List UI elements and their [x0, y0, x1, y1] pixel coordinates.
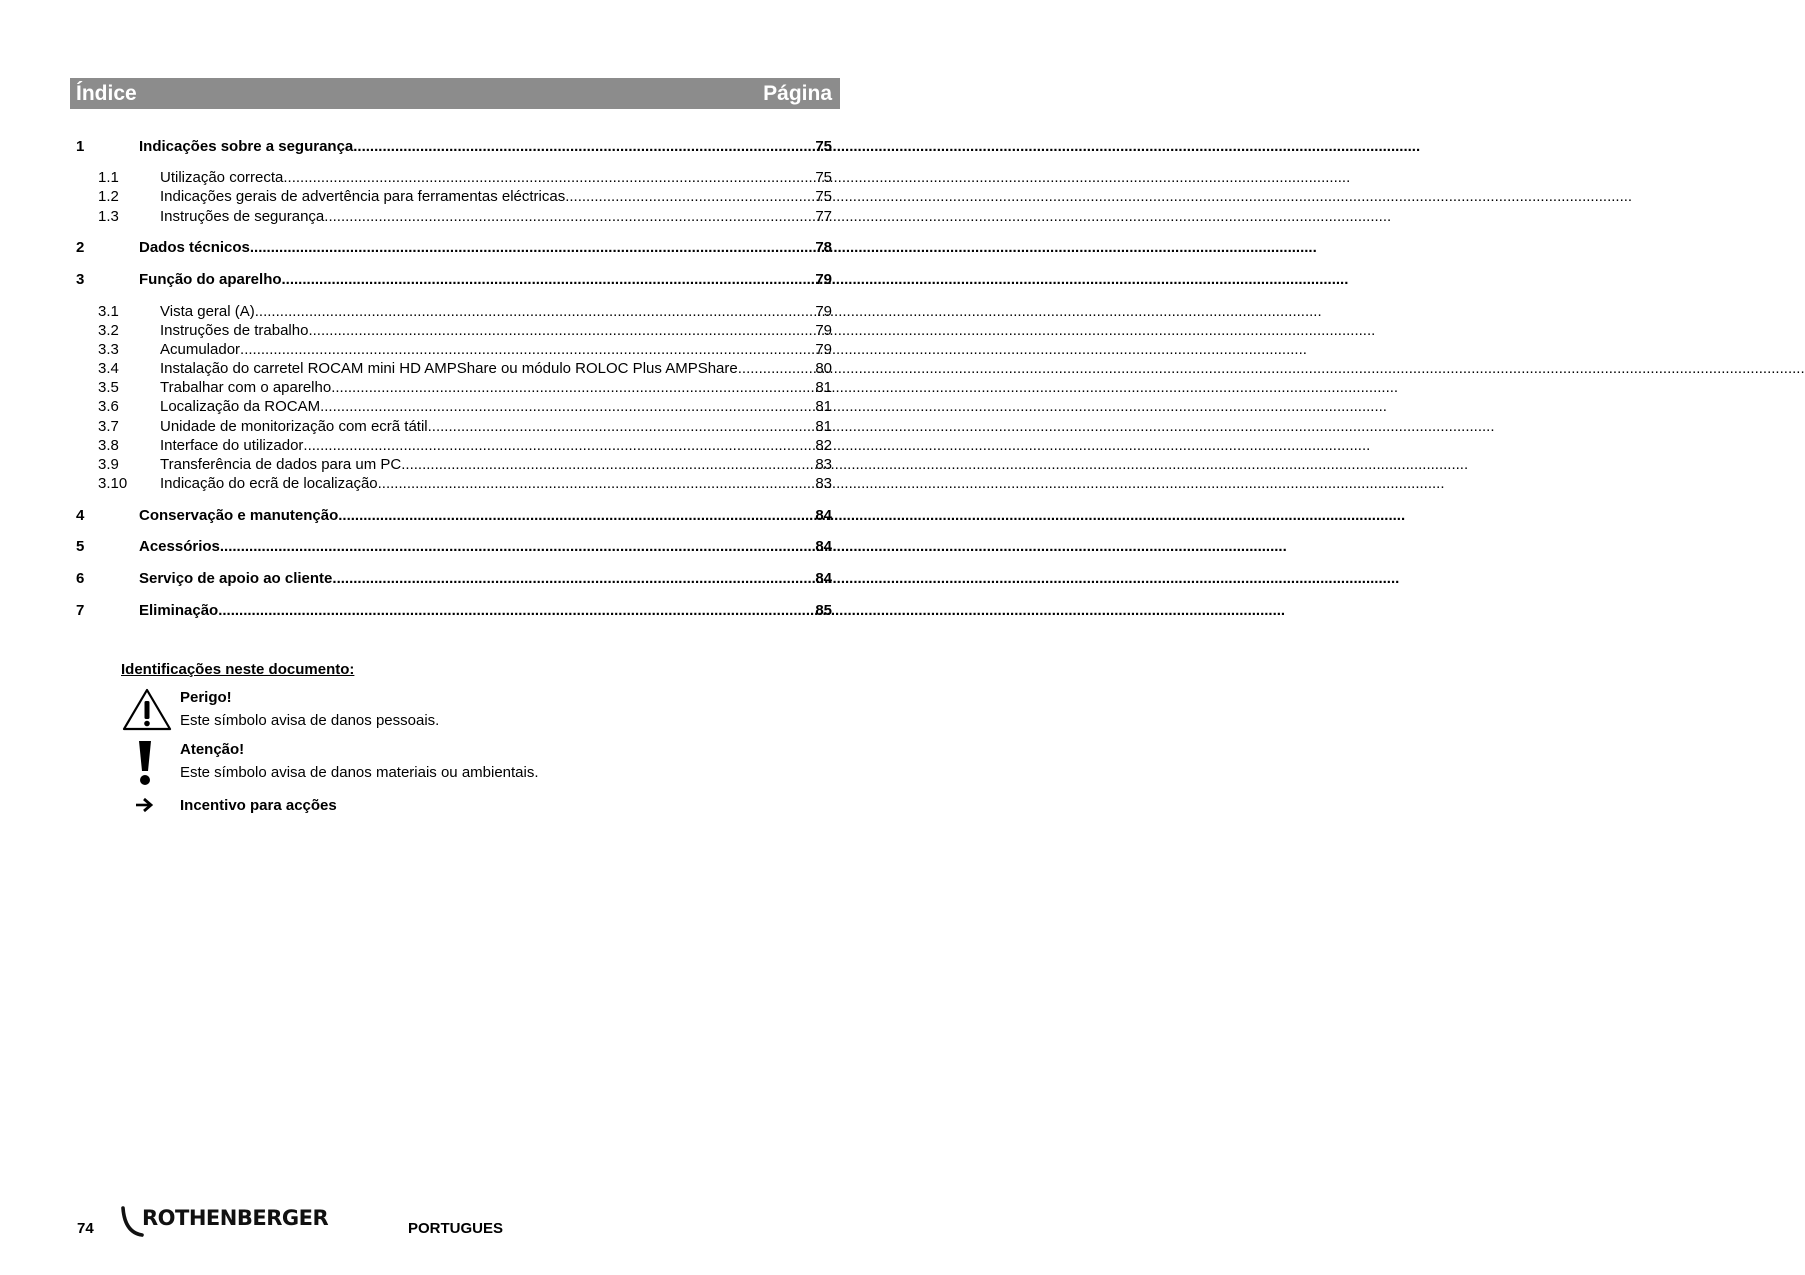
toc-entry-main[interactable]	[76, 569, 832, 588]
toc-dot-leader	[220, 537, 814, 556]
toc-entry-title: Transferência de dados para um PC	[160, 456, 402, 473]
toc-entry-page: 82	[815, 437, 832, 454]
toc-entry-page: 84	[815, 538, 832, 555]
toc-entry-title: Instruções de trabalho	[160, 322, 309, 339]
toc-entry-main[interactable]	[76, 238, 832, 257]
toc-entry-page: 84	[815, 570, 832, 587]
toc-entry-number: 3.9	[98, 456, 119, 473]
toc-header-page-label: Página	[763, 82, 832, 105]
page-number: 74	[77, 1220, 94, 1237]
toc-entry-sub[interactable]	[76, 359, 832, 378]
toc-entry-main[interactable]	[76, 270, 832, 289]
toc-dot-leader	[320, 397, 814, 416]
toc-entry-main[interactable]	[76, 537, 832, 556]
warning-triangle-icon	[122, 688, 172, 731]
toc-dot-leader	[332, 569, 814, 588]
toc-entry-page: 81	[815, 398, 832, 415]
toc-entry-number: 3.3	[98, 341, 119, 358]
toc-dot-leader	[283, 168, 814, 187]
toc-entry-page: 81	[815, 418, 832, 435]
toc-entry-sub[interactable]	[76, 321, 832, 340]
toc-entry-page: 85	[815, 602, 832, 619]
toc-dot-leader	[338, 506, 814, 525]
toc-entry-number: 7	[76, 602, 85, 619]
toc-header-title: Índice	[76, 82, 137, 105]
toc-dot-leader	[218, 601, 814, 620]
toc-entry-title: Indicação do ecrã de localização	[160, 475, 378, 492]
toc-entry-title: Eliminação	[139, 602, 219, 619]
toc-dot-leader	[353, 137, 814, 156]
toc-dot-leader	[324, 207, 814, 226]
toc-entry-page: 83	[815, 475, 832, 492]
toc-entry-sub[interactable]	[76, 474, 832, 493]
toc-dot-leader	[331, 378, 814, 397]
toc-entry-sub[interactable]	[76, 207, 832, 226]
toc-entry-number: 3.1	[98, 303, 119, 320]
toc-entry-title: Instalação do carretel ROCAM mini HD AMPShare ou módulo ROLOC Plus AMPShare	[160, 360, 738, 377]
toc-entry-number: 1.3	[98, 208, 119, 225]
toc-entry-title: Indicações gerais de advertência para ferramentas eléctricas	[160, 188, 566, 205]
toc-entry-number: 6	[76, 570, 85, 587]
toc-dot-leader	[250, 238, 814, 257]
legend-danger-heading: Perigo!	[180, 689, 232, 706]
toc-entry-title: Conservação e manutenção	[139, 507, 339, 524]
toc-entry-main[interactable]	[76, 506, 832, 525]
toc-entry-page: 79	[815, 341, 832, 358]
toc-entry-sub[interactable]	[76, 168, 832, 187]
toc-dot-leader	[401, 455, 814, 474]
toc-dot-leader	[378, 474, 815, 493]
toc-entry-number: 3.4	[98, 360, 119, 377]
toc-entry-number: 1.2	[98, 188, 119, 205]
toc-entry-title: Dados técnicos	[139, 239, 250, 256]
toc-entry-sub[interactable]	[76, 340, 832, 359]
toc-entry-title: Serviço de apoio ao cliente	[139, 570, 333, 587]
toc-entry-number: 1.1	[98, 169, 119, 186]
toc-entry-title: Função do aparelho	[139, 271, 282, 288]
toc-entry-page: 75	[815, 188, 832, 205]
brand-logo	[120, 1204, 342, 1238]
toc-entry-title: Localização da ROCAM	[160, 398, 321, 415]
toc-dot-leader	[240, 340, 814, 359]
logo-swoosh-icon	[120, 1204, 144, 1238]
legend-attention-text: Este símbolo avisa de danos materiais ou ambientais.	[180, 764, 539, 781]
footer-language: PORTUGUES	[408, 1220, 504, 1237]
toc-entry-number: 2	[76, 239, 85, 256]
toc-entry-number: 3	[76, 271, 85, 288]
toc-dot-leader	[565, 187, 814, 206]
toc-dot-leader	[282, 270, 815, 289]
toc-entry-title: Acessórios	[139, 538, 220, 555]
toc-entry-page: 81	[815, 379, 832, 396]
toc-entry-title: Utilização correcta	[160, 169, 284, 186]
toc-dot-leader	[255, 302, 815, 321]
toc-entry-main[interactable]	[76, 601, 832, 620]
toc-entry-page: 79	[815, 322, 832, 339]
toc-dot-leader	[428, 417, 815, 436]
toc-entry-page: 77	[815, 208, 832, 225]
toc-entry-number: 3.7	[98, 418, 119, 435]
toc-entry-number: 3.10	[98, 475, 128, 492]
toc-entry-sub[interactable]	[76, 378, 832, 397]
toc-entry-number: 3.8	[98, 437, 119, 454]
toc-entry-number: 3.6	[98, 398, 119, 415]
toc-entry-page: 79	[815, 303, 832, 320]
toc-entry-sub[interactable]	[76, 436, 832, 455]
toc-entry-sub[interactable]	[76, 455, 832, 474]
brand-name: ROTHENBERGER	[142, 1206, 329, 1230]
toc-entry-sub[interactable]	[76, 187, 832, 206]
toc-entry-title: Indicações sobre a segurança	[139, 138, 354, 155]
toc-dot-leader	[738, 359, 815, 378]
toc-entry-title: Acumulador	[160, 341, 241, 358]
toc-header	[70, 78, 840, 109]
toc-entry-sub[interactable]	[76, 417, 832, 436]
toc-entry-title: Interface do utilizador	[160, 437, 304, 454]
arrow-right-icon	[135, 797, 155, 813]
toc-entry-number: 1	[76, 138, 85, 155]
toc-entry-number: 3.5	[98, 379, 119, 396]
toc-entry-page: 75	[815, 138, 832, 155]
toc-entry-sub[interactable]	[76, 302, 832, 321]
toc-entry-page: 80	[815, 360, 832, 377]
toc-entry-number: 3.2	[98, 322, 119, 339]
toc-entry-page: 84	[815, 507, 832, 524]
toc-entry-title: Instruções de segurança	[160, 208, 325, 225]
legend-attention-heading: Atenção!	[180, 741, 245, 758]
toc-entry-page: 79	[815, 271, 832, 288]
toc-entry-page: 75	[815, 169, 832, 186]
toc-entry-page: 78	[815, 239, 832, 256]
exclamation-icon	[136, 739, 154, 787]
toc-entry-page: 83	[815, 456, 832, 473]
toc-dot-leader	[308, 321, 814, 340]
toc-entry-number: 4	[76, 507, 85, 524]
toc-entry-main[interactable]	[76, 137, 832, 156]
toc-entry-title: Vista geral (A)	[160, 303, 255, 320]
toc-dot-leader	[303, 436, 814, 455]
legend-title: Identificações neste documento:	[121, 661, 355, 678]
toc-entry-title: Trabalhar com o aparelho	[160, 379, 332, 396]
legend-danger-text: Este símbolo avisa de danos pessoais.	[180, 712, 440, 729]
toc-entry-sub[interactable]	[76, 397, 832, 416]
toc-entry-title: Unidade de monitorização com ecrã tátil	[160, 418, 428, 435]
legend-action-heading: Incentivo para acções	[180, 797, 337, 814]
toc-entry-number: 5	[76, 538, 85, 555]
